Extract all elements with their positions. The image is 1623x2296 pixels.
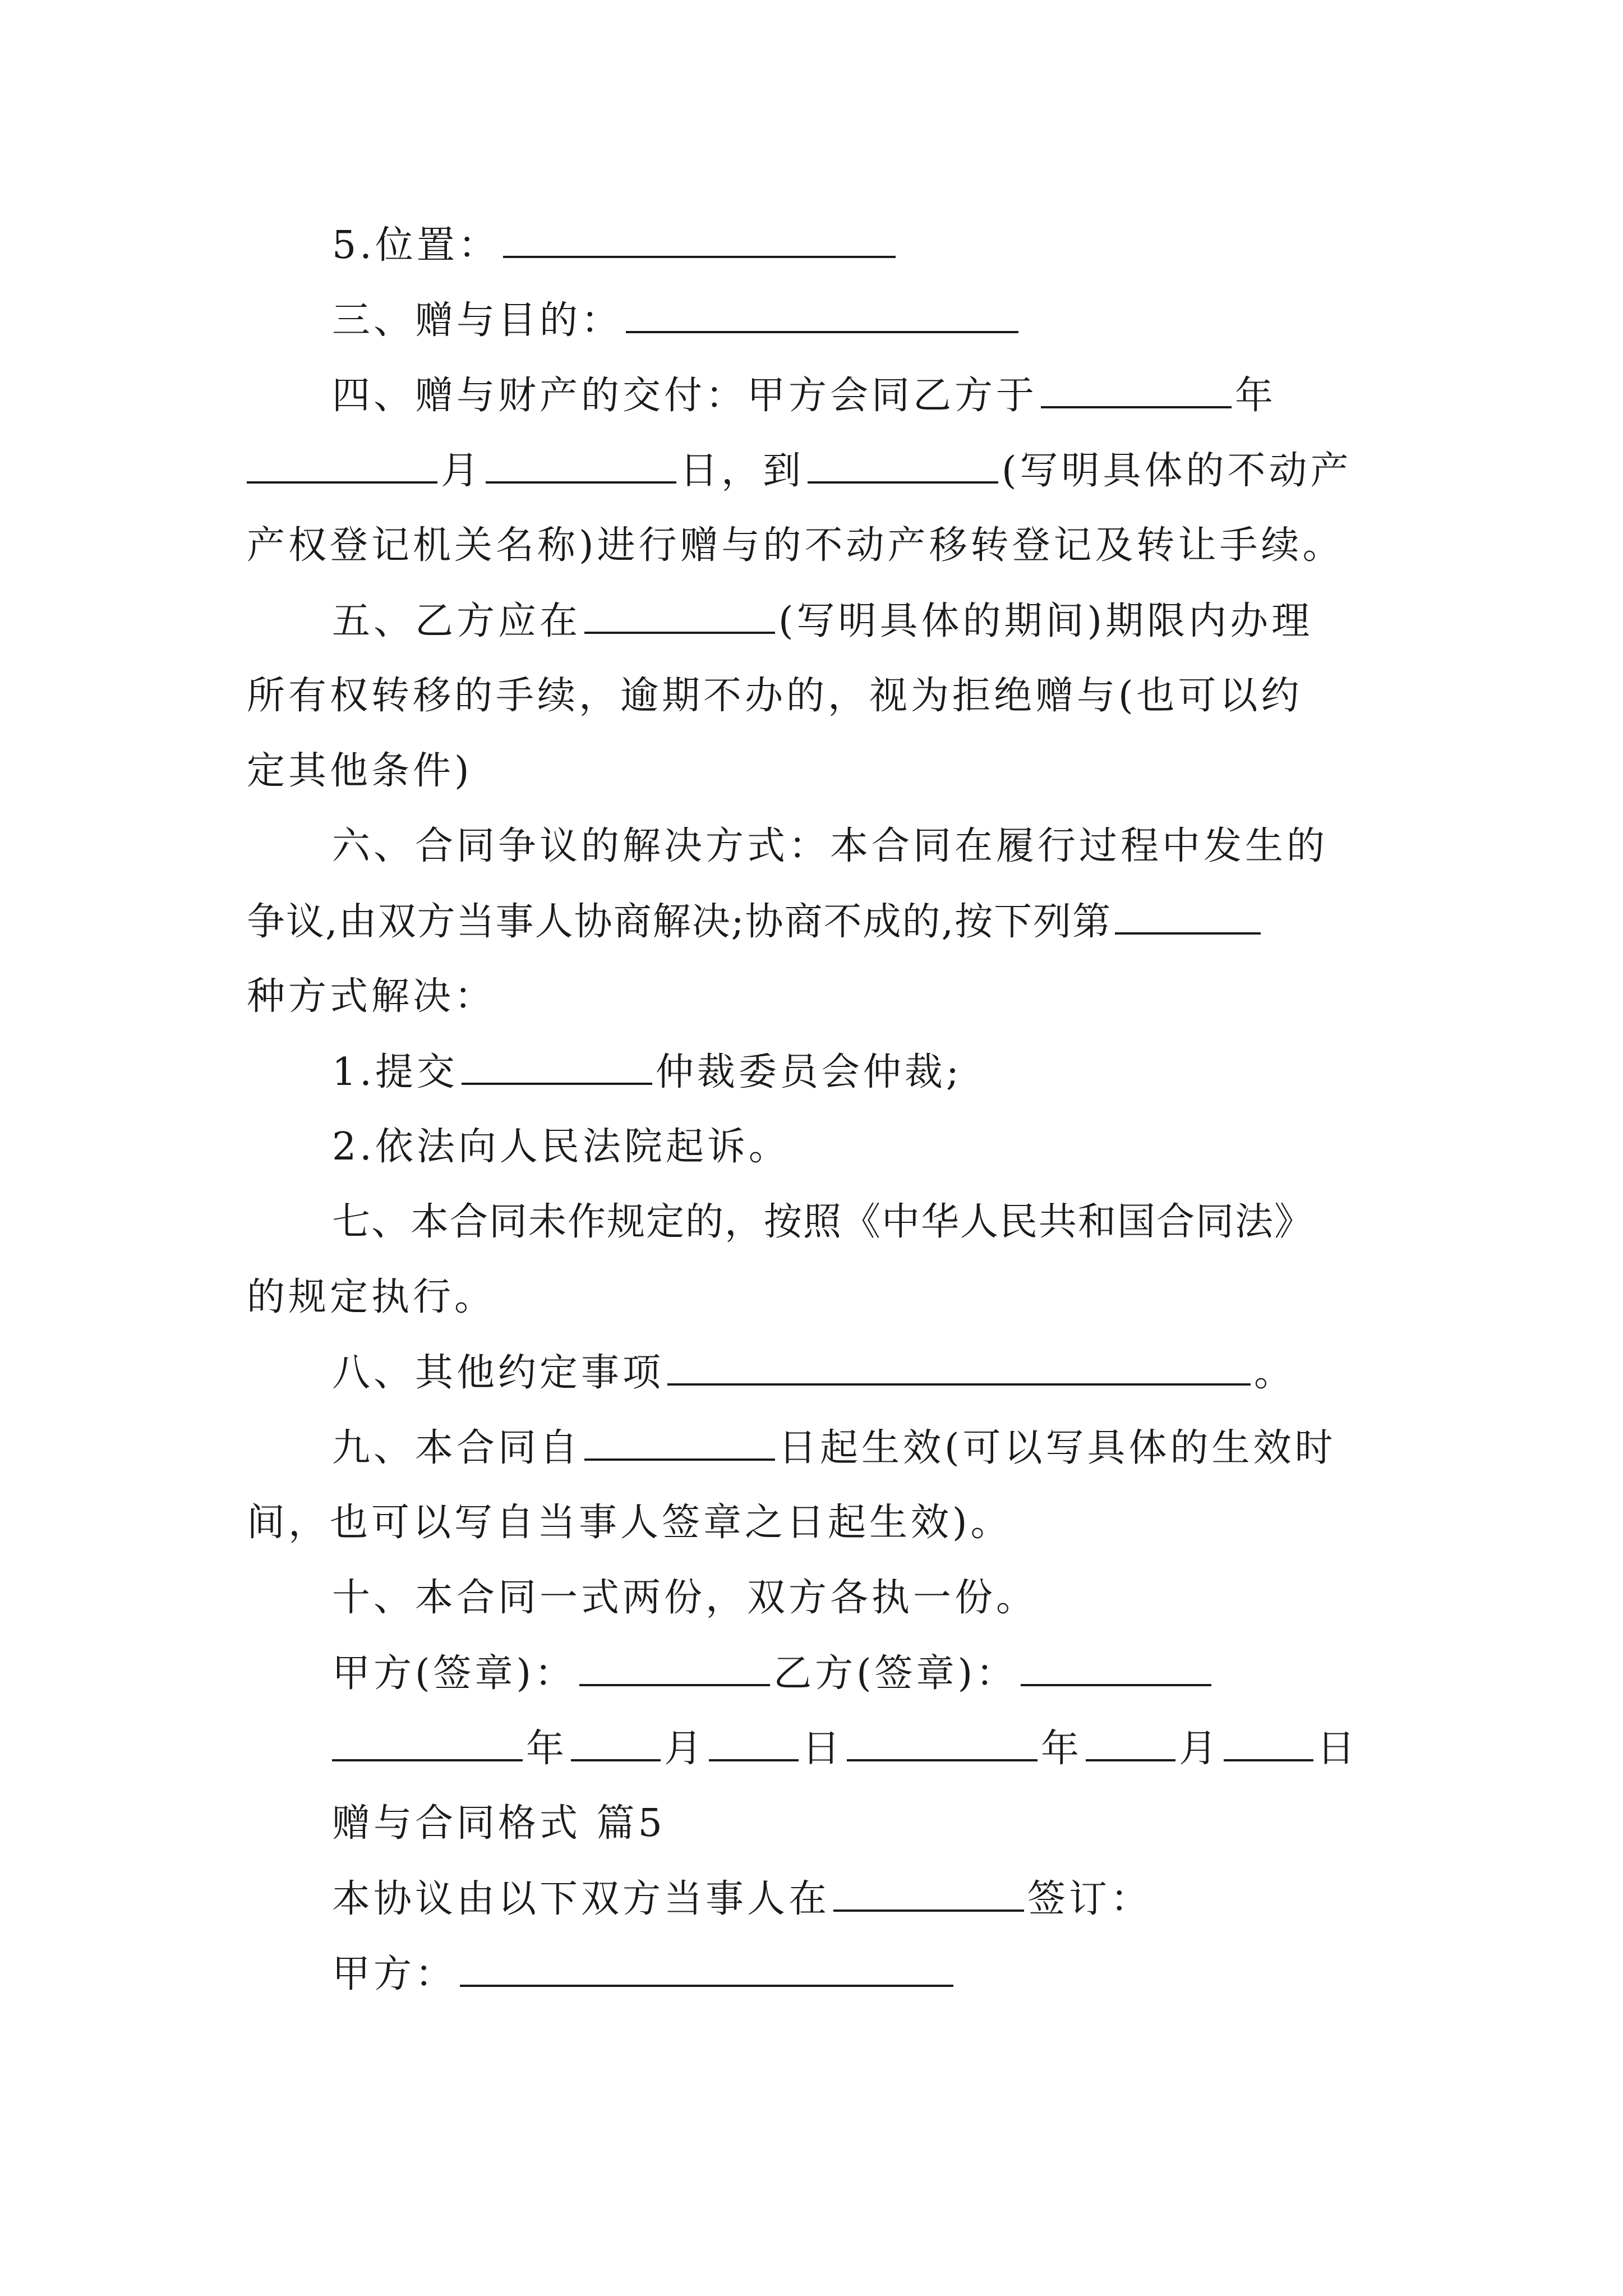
other-matters-blank[interactable]	[667, 1347, 1251, 1386]
party-a-signature-label: 甲方(签章)：	[332, 1651, 577, 1696]
transfer-period-blank[interactable]	[584, 596, 775, 634]
delivery-year-blank[interactable]	[1041, 370, 1232, 408]
transfer-clause-line-3: 定其他条件)	[247, 749, 473, 793]
delivery-clause-line-3: 产权登记机关名称)进行赠与的不动产移转登记及转让手续。	[247, 523, 1344, 568]
dispute-clause-line-2: 争议,由双方当事人协商解决;协商不成的,按下列第	[247, 896, 1385, 947]
signing-place-blank[interactable]	[833, 1874, 1024, 1912]
party-a-date-month-blank[interactable]	[571, 1723, 661, 1761]
section-title: 赠与合同格式 篇5	[332, 1801, 666, 1846]
litigation-option: 2.依法向人民法院起诉。	[332, 1125, 790, 1169]
party-a-date-year-blank[interactable]	[332, 1723, 523, 1761]
registry-office-blank[interactable]	[808, 445, 998, 484]
arbitration-option: 1.提交 仲裁委员会仲裁;	[332, 1047, 1386, 1098]
delivery-day-blank[interactable]	[486, 445, 676, 484]
party-a-name-line: 甲方：	[332, 1949, 1386, 2000]
delivery-month-blank[interactable]	[247, 445, 437, 484]
dispute-clause-line-1: 六、合同争议的解决方式：本合同在履行过程中发生的	[332, 824, 1329, 868]
party-a-signature-blank[interactable]	[579, 1648, 770, 1686]
transfer-clause-line-1: 五、乙方应在 (写明具体的期间)期限内办理	[332, 596, 1386, 647]
gift-purpose-line: 三、赠与目的：	[332, 295, 1386, 346]
party-a-date-day-blank[interactable]	[709, 1723, 799, 1761]
dispute-clause-line-3: 种方式解决：	[247, 974, 496, 1019]
party-b-signature-blank[interactable]	[1021, 1648, 1211, 1686]
delivery-clause-line-1: 四、赠与财产的交付：甲方会同乙方于 年	[332, 370, 1386, 421]
signature-date-line: 年 月 日 年 月 日	[332, 1723, 1386, 1774]
other-matters-line: 八、其他约定事项 。	[332, 1347, 1386, 1398]
party-b-date-month-blank[interactable]	[1086, 1723, 1175, 1761]
law-clause-line-1: 七、本合同未作规定的，按照《中华人民共和国合同法》	[332, 1200, 1314, 1244]
law-clause-line-2: 的规定执行。	[247, 1275, 496, 1319]
effective-clause-line-1: 九、本合同自 日起生效(可以写具体的生效时	[332, 1423, 1386, 1474]
gift-purpose-blank[interactable]	[626, 295, 1018, 333]
location-blank[interactable]	[503, 220, 896, 258]
party-b-signature-label: 乙方(签章)：	[773, 1651, 1018, 1696]
arbitration-commission-blank[interactable]	[462, 1047, 652, 1085]
party-b-date-year-blank[interactable]	[847, 1723, 1038, 1761]
party-a-name-blank[interactable]	[460, 1949, 953, 1987]
agreement-place-line: 本协议由以下双方当事人在 签订：	[332, 1874, 1386, 1925]
delivery-clause-line-2: 月 日，到 (写明具体的不动产	[247, 445, 1385, 496]
transfer-clause-line-2: 所有权转移的手续，逾期不办的，视为拒绝赠与(也可以约	[247, 674, 1303, 718]
effective-date-blank[interactable]	[584, 1423, 775, 1461]
copies-clause: 十、本合同一式两份，双方各执一份。	[332, 1576, 1038, 1620]
effective-clause-line-2: 间，也可以写自当事人签章之日起生效)。	[247, 1501, 1012, 1545]
dispute-method-blank[interactable]	[1115, 896, 1261, 935]
signature-line	[332, 1648, 1386, 1699]
location-line: 5.位置：	[332, 220, 1386, 271]
party-b-date-day-blank[interactable]	[1224, 1723, 1313, 1761]
